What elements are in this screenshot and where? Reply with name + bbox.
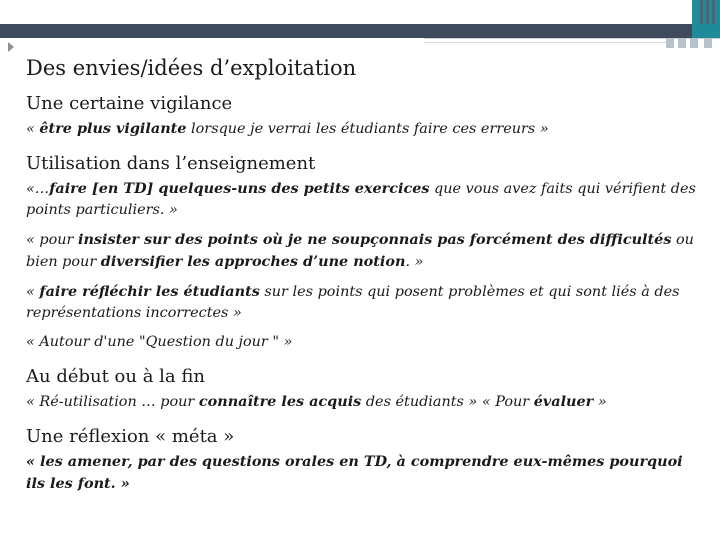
quote-emphasis: diversifier les approches d’une notion — [100, 253, 406, 270]
corner-marks — [666, 38, 720, 50]
quote-text: « — [26, 121, 40, 137]
quote — [26, 281, 698, 324]
quote-emphasis: insister sur des points où je ne soupçonnais pas forcément des difficultés — [77, 231, 672, 248]
quote-emphasis: « les amener, par des questions orales en TD, à comprendre eux-mêmes pourquoi ils les font. » — [26, 453, 683, 492]
header-rule — [424, 42, 666, 43]
header-stripe — [700, 0, 703, 24]
section — [26, 425, 698, 495]
quote — [26, 332, 698, 353]
section-heading: Une certaine vigilance — [26, 93, 233, 114]
quote-emphasis: connaître les acquis — [198, 393, 362, 410]
quote-emphasis: évaluer — [533, 393, 594, 410]
section — [26, 152, 698, 365]
quote-text: » — [593, 394, 607, 410]
quote — [26, 391, 698, 413]
slide-pointer-icon — [8, 42, 14, 52]
header-band-top — [0, 0, 720, 24]
quote-text: que vous avez faits qui vérifient des points particuliers. » — [26, 181, 696, 218]
sections-container — [26, 92, 698, 495]
slide-content — [26, 54, 698, 495]
quote-emphasis: faire réfléchir les étudiants — [39, 283, 260, 300]
quote-emphasis: faire [en TD] quelques-uns des petits exercices — [49, 180, 430, 197]
quote — [26, 229, 698, 273]
quote-text: . » — [405, 254, 424, 270]
quote-text: des étudiants » « Pour — [361, 394, 534, 410]
quote — [26, 118, 698, 140]
quote-text: « Ré-utilisation … pour — [26, 394, 199, 410]
section-heading: Au début ou à la fin — [26, 366, 205, 387]
header-band — [0, 24, 692, 38]
quote-text: lorsque je verrai les étudiants faire ces erreurs » — [186, 121, 549, 137]
section — [26, 365, 698, 425]
quote-text: « — [26, 284, 40, 300]
section — [26, 92, 698, 152]
header-stripe — [712, 0, 715, 24]
quote — [26, 178, 698, 221]
quote-text: sur les points qui posent problèmes et qui sont liés à des représentations incorrectes » — [26, 284, 680, 321]
quote-text: «… — [26, 181, 50, 197]
quote-text: « Autour d'une "Question du jour " » — [26, 334, 293, 350]
quote-emphasis: être plus vigilante — [39, 120, 187, 137]
quote — [26, 451, 698, 495]
section-heading: Une réflexion « méta » — [26, 426, 235, 447]
slide-title: Des envies/idées d’exploitation — [26, 56, 357, 80]
quote-text: ou bien pour — [26, 232, 694, 270]
header-stripe — [706, 0, 709, 24]
section-heading: Utilisation dans l’enseignement — [26, 153, 316, 174]
quote-text: « pour — [26, 232, 78, 248]
